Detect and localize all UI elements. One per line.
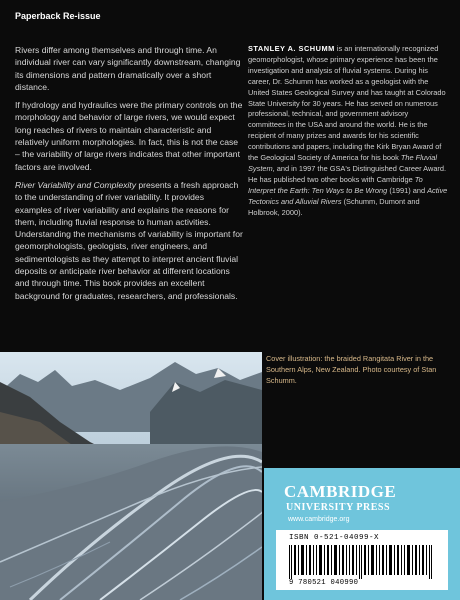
bio-text-a: is an internationally recognized geomorphologist, whose primary experience has been the investigation and analysis of fluvial systems. During his career, Dr. Schumm has worked as a geologist with the United States Geological Survey and has taught at Colorado State University for 30 years. He has served on numerous professional, technical, and government advisory committees in the USA and around the world. He is the recipient of many prizes and awards for his scientific contributions and papers, including the Kirk Bryan Award of the Geological Society of America for his book xyxy=(248,44,446,163)
publisher-press: UNIVERSITY PRESS xyxy=(286,502,391,513)
bio-book-3: Active Tectonics and Alluvial Rivers xyxy=(248,185,448,206)
author-bio xyxy=(248,44,448,219)
river-photo xyxy=(0,352,262,600)
book-title: River Variability and Complexity xyxy=(15,179,136,190)
publisher-name: CAMBRIDGE xyxy=(284,482,397,501)
publisher-url: www.cambridge.org xyxy=(288,516,350,523)
barcode-icon xyxy=(289,545,437,579)
bio-text-d: (Schumm, Dumont and Holbrook, 2000). xyxy=(248,196,420,217)
bio-text-b: , and in 1997 the GSA's Distinguished Career Award. He has published two other books with Cambridge xyxy=(248,163,447,184)
bio-text-c: (1991) and xyxy=(387,185,428,195)
blurb-paragraph-3-text: presents a fresh approach to the understanding of river variability. It provides examples of river variability and explains the reasons for them, including fluvial response to human activities. Understanding the mechanisms of variability is important for geomorphologists, geologists, river engineers, and sedimentologists as they attempt to interpret ancient fluvial deposits or anticipate river behavior at different locations and through time. This book provides an excellent background for graduates, researchers, and professionals. xyxy=(15,179,243,301)
isbn-area xyxy=(276,530,448,590)
cover-caption: Cover illustration: the braided Rangitata River in the Southern Alps, New Zealand. Photo courtesy of Stan Schumm. xyxy=(266,354,437,385)
blurb-column xyxy=(15,44,243,308)
author-name: STANLEY A. SCHUMM xyxy=(248,44,335,53)
blurb-paragraph-1: Rivers differ among themselves and through time. An individual river can vary significantly downstream, changing its dimensions and pattern dramatically over a short distance. xyxy=(15,45,241,92)
bio-book-2: To Interpret the Earth: Ten Ways to Be Wrong xyxy=(248,174,423,195)
edition-label: Paperback Re-issue xyxy=(15,11,101,21)
barcode-number: 9 780521 040990 xyxy=(289,579,359,587)
blurb-paragraph-3 xyxy=(15,179,243,302)
blurb-paragraph-2: If hydrology and hydraulics were the primary controls on the morphology and behavior of large rivers, we would expect long reaches of rivers to maintain characteristic and relatively uniform morphologies. In fact, this is not the case – the variability of large rivers indicates that other important factors are involved. xyxy=(15,100,243,172)
isbn-label: ISBN 0-521-04099-X xyxy=(289,534,380,542)
bio-book-1: The Fluvial System xyxy=(248,153,437,173)
publisher-box xyxy=(264,468,460,600)
